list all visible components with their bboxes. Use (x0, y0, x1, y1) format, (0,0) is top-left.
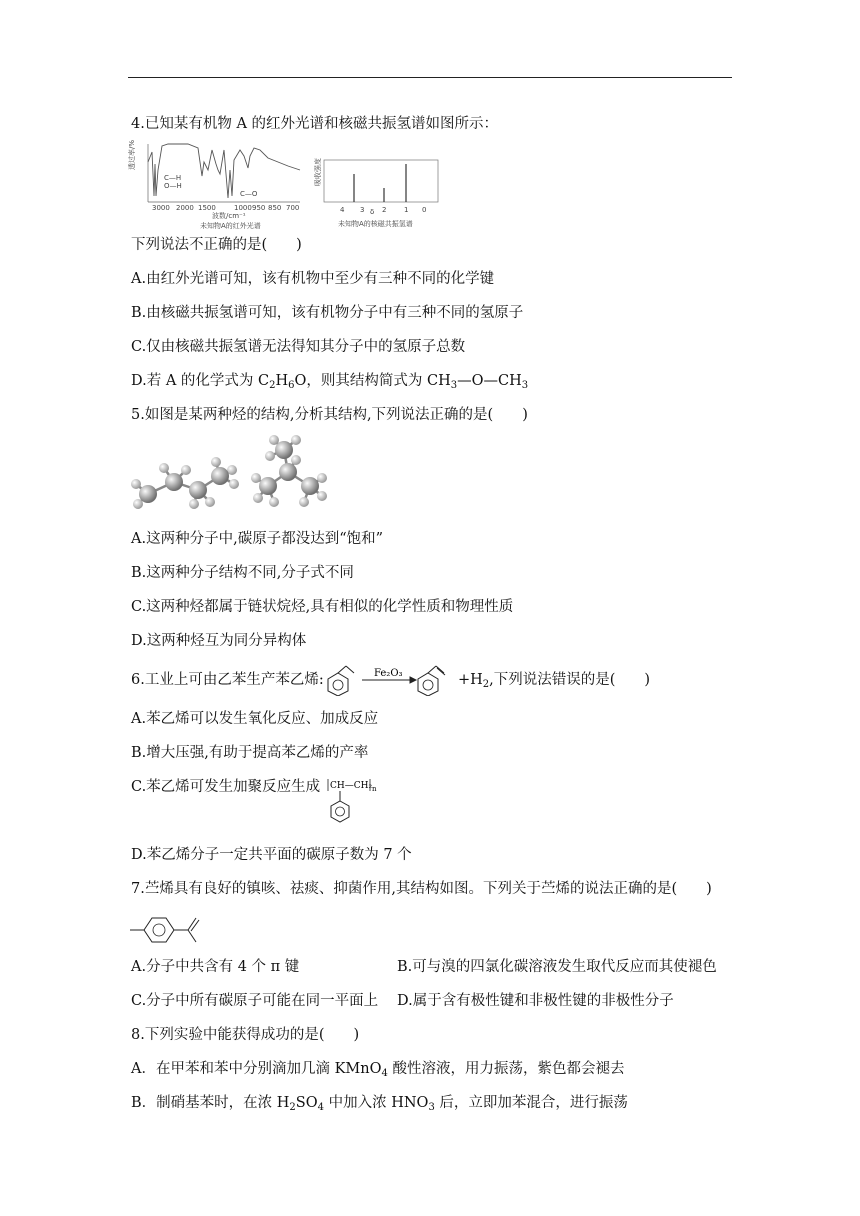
polymer-n: n (372, 785, 377, 793)
limonene-structure (130, 912, 216, 948)
butane-atoms (131, 457, 239, 509)
q5-option-c: C.这两种烃都属于链状烷烃,具有相似的化学性质和物理性质 (131, 599, 514, 615)
q7-option-c: C.分子中所有碳原子可能在同一平面上 (131, 993, 379, 1009)
q4-option-b: B.由核磁共振氢谱可知，该有机物分子中有三种不同的氢原子 (131, 305, 524, 321)
q4-option-c: C.仅由核磁共振氢谱无法得知其分子中的氢原子总数 (131, 339, 466, 355)
ir-peak-oh: O—H (164, 182, 182, 190)
q6-option-b: B.增大压强,有助于提高苯乙烯的产率 (131, 745, 369, 761)
q5-option-a: A.这两种分子中,碳原子都没达到“饱和” (131, 531, 384, 547)
nmr-tick-4: 4 (340, 206, 345, 214)
nmr-tick-1: 1 (404, 206, 409, 214)
q4-option-a: A.由红外光谱可知，该有机物中至少有三种不同的化学键 (131, 271, 495, 287)
q7-option-d: D.属于含有极性键和非极性键的非极性分子 (397, 993, 674, 1009)
ir-peak-co: C—O (240, 190, 258, 198)
q8-stem: 8.下列实验中能获得成功的是( ) (131, 1027, 360, 1043)
q5-option-b: B.这两种分子结构不同,分子式不同 (131, 565, 354, 581)
molecule-models-figure (128, 432, 340, 514)
q6-reaction-figure (324, 664, 464, 696)
q7-option-a: A.分子中共含有 4 个 π 键 (131, 959, 300, 975)
q6-option-d: D.苯乙烯分子一定共平面的碳原子数为 7 个 (131, 847, 412, 863)
ir-xlabel: 波数/cm⁻¹ (212, 212, 246, 220)
ir-tick-850: 850 (268, 204, 282, 212)
q5-option-d: D.这两种烃互为同分异构体 (131, 633, 307, 649)
header-rule (128, 77, 732, 78)
nmr-delta: δ (370, 208, 375, 216)
nmr-caption: 未知物A的核磁共振氢谱 (338, 220, 413, 228)
nmr-spectrum-figure (312, 152, 442, 232)
ir-ylabel: 透过率/% (128, 140, 136, 170)
q4-question: 下列说法不正确的是( ) (131, 237, 302, 253)
q8-option-a: A．在甲苯和苯中分别滴加几滴 KMnO$_4$ 酸性溶液，用力振荡，紫色都会褪去 (131, 1061, 625, 1079)
ir-tick-700: 700 (286, 204, 300, 212)
ir-spectrum-figure (128, 140, 304, 232)
ir-tick-3000: 3000 (152, 204, 170, 212)
ir-tick-950: 950 (252, 204, 266, 212)
ir-tick-2000: 2000 (176, 204, 194, 212)
q7-stem: 7.苎烯具有良好的镇咳、祛痰、抑菌作用,其结构如图。下列关于苎烯的说法正确的是( ) (131, 881, 712, 897)
ir-tick-1500: 1500 (198, 204, 216, 212)
ir-caption: 未知物A的红外光谱 (200, 222, 261, 230)
q6-option-a: A.苯乙烯可以发生氧化反应、加成反应 (131, 711, 379, 727)
nmr-ylabel: 吸收强度 (314, 158, 322, 186)
polymer-unit: CH—CH₂ (330, 781, 373, 791)
catalyst-label: Fe₂O₃ (374, 668, 403, 679)
q6-stem-suffix: $+H_2$,下列说法错误的是( ) (458, 672, 651, 690)
q4-option-d: D.若 A 的化学式为 $C_2H_6O$，则其结构简式为 $CH_3—O—CH_3$ (131, 373, 529, 391)
q5-stem: 5.如图是某两种烃的结构,分析其结构,下列说法正确的是( ) (131, 407, 528, 423)
nmr-tick-3: 3 (360, 206, 365, 214)
q4-stem: 4.已知某有机物 A 的红外光谱和核磁共振氢谱如图所示： (131, 116, 499, 132)
nmr-tick-0: 0 (422, 206, 427, 214)
q6-option-c: C.苯乙烯可发生加聚反应生成 (131, 779, 321, 795)
q7-option-b: B.可与溴的四氯化碳溶液发生取代反应而其使褪色 (397, 959, 717, 975)
q6-stem-prefix: 6.工业上可由乙苯生产苯乙烯: (131, 672, 324, 688)
q8-option-b: B．制硝基苯时，在浓 $H_2SO_4$ 中加入浓 $HNO_3$ 后，立即加苯混合，进行振荡 (131, 1095, 628, 1113)
ir-peak-ch: C—H (164, 174, 182, 182)
ir-tick-1000: 1000 (234, 204, 252, 212)
isobutane-atoms (251, 435, 327, 507)
nmr-tick-2: 2 (382, 206, 387, 214)
polystyrene-structure (326, 775, 380, 829)
